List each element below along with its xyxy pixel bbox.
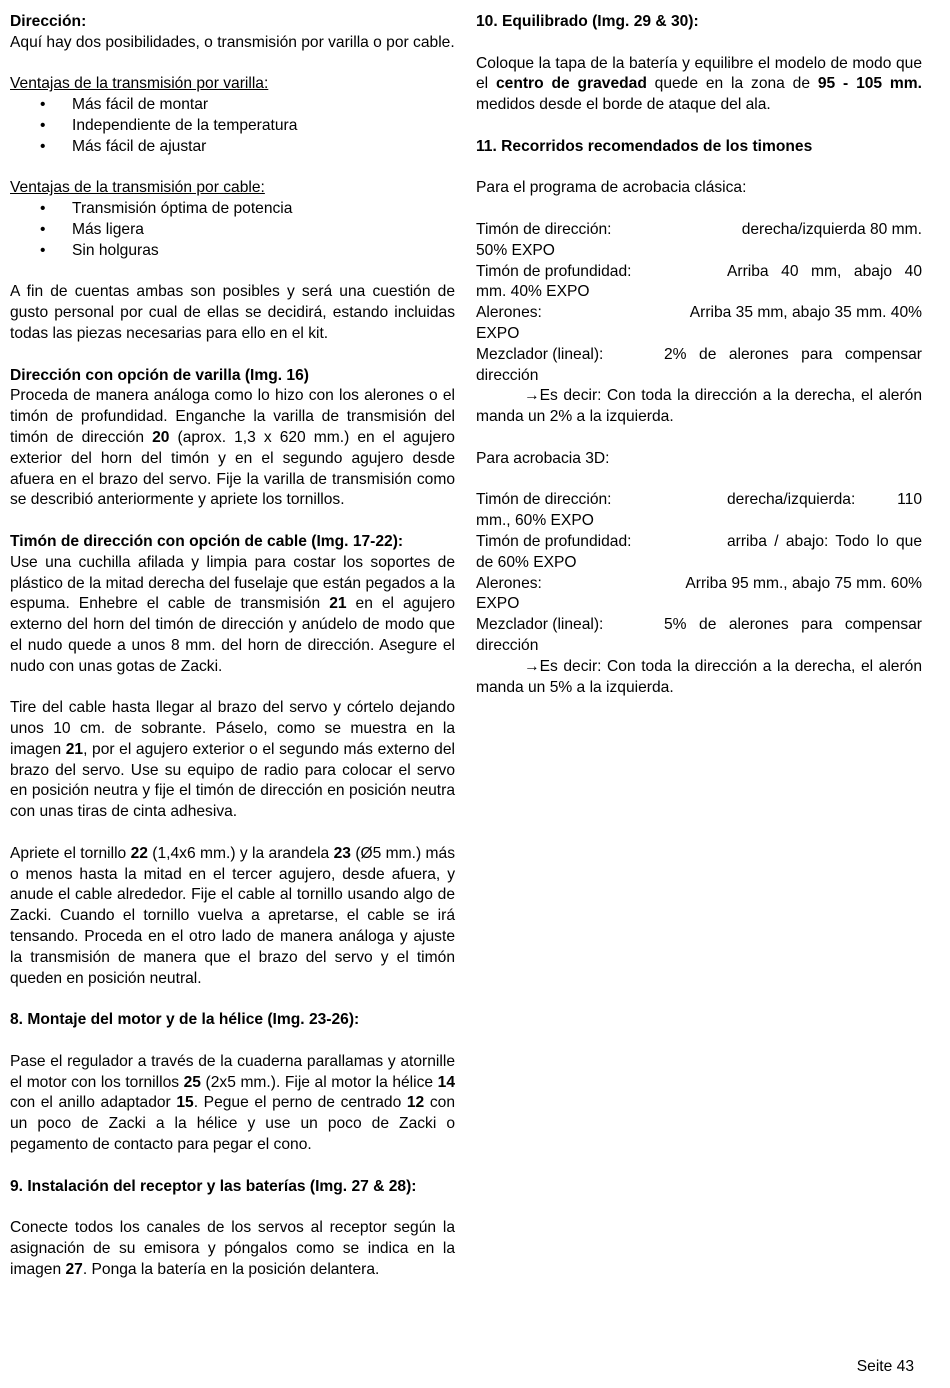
clasica-settings (476, 220, 922, 386)
varilla-heading: Ventajas de la transmisión por varilla: (10, 75, 269, 93)
acro3d-note: →Es decir: Con toda la dirección a la derecha, el alerón manda un 5% a la izquierda. (476, 657, 922, 696)
page-number: Seite 43 (856, 1358, 914, 1375)
motor-paragraph: Pase el regulador a través de la cuaderna parallamas y atornille el motor con los tornillos 25 (2x5 mm.). Fije al motor la hélice 14 con el anillo adaptador 15. Pegue el perno de centrado 12 con un poco de Zacki a la hélice y use un poco de Zacki o pegamento de contacto para pegar el cono. (10, 1052, 456, 1154)
setting-continuation: dirección (476, 636, 539, 654)
setting-label: Timón de dirección: (476, 491, 612, 509)
arrow-icon: → (524, 387, 540, 405)
receptor-paragraph: Conecte todos los canales de los servos al receptor según la asignación de su emisora y póngalos como se indica en la imagen 27. Ponga la batería en la posición delantera. (10, 1219, 455, 1278)
right-column (476, 12, 922, 698)
cable-list (10, 199, 455, 261)
conclusion-paragraph: A fin de cuentas ambas son posibles y será una cuestión de gusto personal por cual de ellas se decidirá, estando incluidas todas las piezas necesarias para ello en el kit. (10, 283, 455, 342)
setting-value: 5% de alerones para compensar (664, 616, 922, 634)
tire-paragraph: Tire del cable hasta llegar al brazo del servo y córtelo dejando unos 10 cm. de sobrante. Páselo, como se muestra en la imagen 21, por el agujero exterior o el segundo más externo del brazo del servo. Use su equipo de radio para colocar el servo en posición neutra y fije el timón de dirección en posición neutra con unas tiras de cinta adhesiva. (10, 699, 455, 821)
list-item: • Más ligera (40, 220, 144, 238)
setting-label: Timón de profundidad: (476, 262, 632, 280)
clasica-note: →Es decir: Con toda la dirección a la derecha, el alerón manda un 2% a la izquierda. (476, 387, 922, 426)
setting-label: Timón de profundidad: (476, 532, 632, 550)
list-item: • Más fácil de montar (40, 96, 209, 114)
clasica-intro: Para el programa de acrobacia clásica: (476, 179, 747, 197)
setting-label: Alerones: (476, 304, 542, 322)
setting-row (476, 262, 922, 304)
setting-row (476, 615, 922, 657)
setting-continuation: EXPO (476, 595, 520, 613)
motor-heading: 8. Montaje del motor y de la hélice (Img. 23-26): (10, 1011, 360, 1029)
setting-continuation: dirección (476, 366, 539, 384)
setting-continuation: mm. 40% EXPO (476, 283, 590, 301)
setting-value: Arriba 35 mm, abajo 35 mm. 40% (689, 304, 922, 322)
varilla-list (10, 95, 455, 157)
acro3d-settings (476, 490, 922, 656)
setting-label: Mezclador (lineal): (476, 616, 604, 634)
left-column (10, 12, 455, 1281)
setting-continuation: de 60% EXPO (476, 553, 577, 571)
setting-value: Arriba 95 mm., abajo 75 mm. 60% (685, 574, 922, 592)
apriete-paragraph: Apriete el tornillo 22 (1,4x6 mm.) y la arandela 23 (Ø5 mm.) más o menos hasta la mitad en el tercer agujero, desde afuera, y anude el cable alrededor. Fije el cable al tornillo usando algo de Zacki. Cuando el tornillo vuelva a apretarse, el cable se irá tensando. Proceda en el otro lado de manera análoga y ajuste la transmisión de manera que el brazo del servo y el timón queden en posición neutral. (10, 844, 455, 987)
setting-row (476, 532, 922, 574)
opcion-cable-paragraph: Use una cuchilla afilada y limpia para costar los soportes de plástico de la mitad derecha del fuselaje que están pegados a la espuma. Enhebre el cable de transmisión 21 en el agujero externo del horn del timón de dirección y anúdelo de modo que el nudo quede a unos 8 mm. del horn de dirección. Asegure el nudo con unas gotas de Zacki. (10, 553, 456, 675)
setting-label: Mezclador (lineal): (476, 345, 604, 363)
setting-value: arriba / abajo: Todo lo que (727, 532, 922, 550)
receptor-heading: 9. Instalación del receptor y las baterías (Img. 27 & 28): (10, 1177, 417, 1195)
setting-label: Alerones: (476, 574, 542, 592)
setting-value: derecha/izquierda: 110 (727, 491, 922, 509)
list-item: • Transmisión óptima de potencia (40, 200, 293, 218)
setting-value: derecha/izquierda 80 mm. (741, 220, 922, 238)
recorridos-heading: 11. Recorridos recomendados de los timones (476, 137, 813, 155)
opcion-varilla-paragraph: Proceda de manera análoga como lo hizo con los alerones o el timón de profundidad. Enganche la varilla de transmisión del timón de dirección 20 (aprox. 1,3 x 620 mm.) en el agujero exterior del horn del timón y en el segundo agujero desde afuera en el brazo del servo. Fije la varilla de transmisión como se describió anteriormente y apriete los tornillos. (10, 387, 455, 509)
setting-value: 2% de alerones para compensar (664, 345, 922, 363)
opcion-varilla-heading: Dirección con opción de varilla (Img. 16) (10, 366, 309, 384)
list-item: • Sin holguras (40, 241, 159, 259)
setting-row (476, 303, 922, 345)
setting-row (476, 490, 922, 532)
equilibrado-paragraph: Coloque la tapa de la batería y equilibre el modelo de modo que el centro de gravedad quede en la zona de 95 - 105 mm. medidos desde el borde de ataque del ala. (476, 54, 922, 114)
setting-continuation: 50% EXPO (476, 241, 555, 259)
cable-heading: Ventajas de la transmisión por cable: (10, 179, 265, 197)
arrow-icon: → (524, 657, 540, 675)
list-item: • Más fácil de ajustar (40, 137, 207, 155)
equilibrado-heading: 10. Equilibrado (Img. 29 & 30): (476, 13, 699, 30)
setting-label: Timón de dirección: (476, 220, 612, 238)
setting-continuation: EXPO (476, 324, 520, 342)
setting-continuation: mm., 60% EXPO (476, 512, 594, 530)
list-item: • Independiente de la temperatura (40, 116, 298, 134)
setting-row (476, 574, 922, 616)
direccion-heading: Dirección: (10, 13, 87, 30)
opcion-cable-heading: Timón de dirección con opción de cable (Img. 17-22): (10, 532, 404, 550)
direccion-intro: Aquí hay dos posibilidades, o transmisión por varilla o por cable. (10, 33, 455, 51)
setting-value: Arriba 40 mm, abajo 40 (727, 262, 922, 280)
setting-row (476, 345, 922, 387)
setting-row (476, 220, 922, 262)
acro3d-intro: Para acrobacia 3D: (476, 449, 610, 467)
